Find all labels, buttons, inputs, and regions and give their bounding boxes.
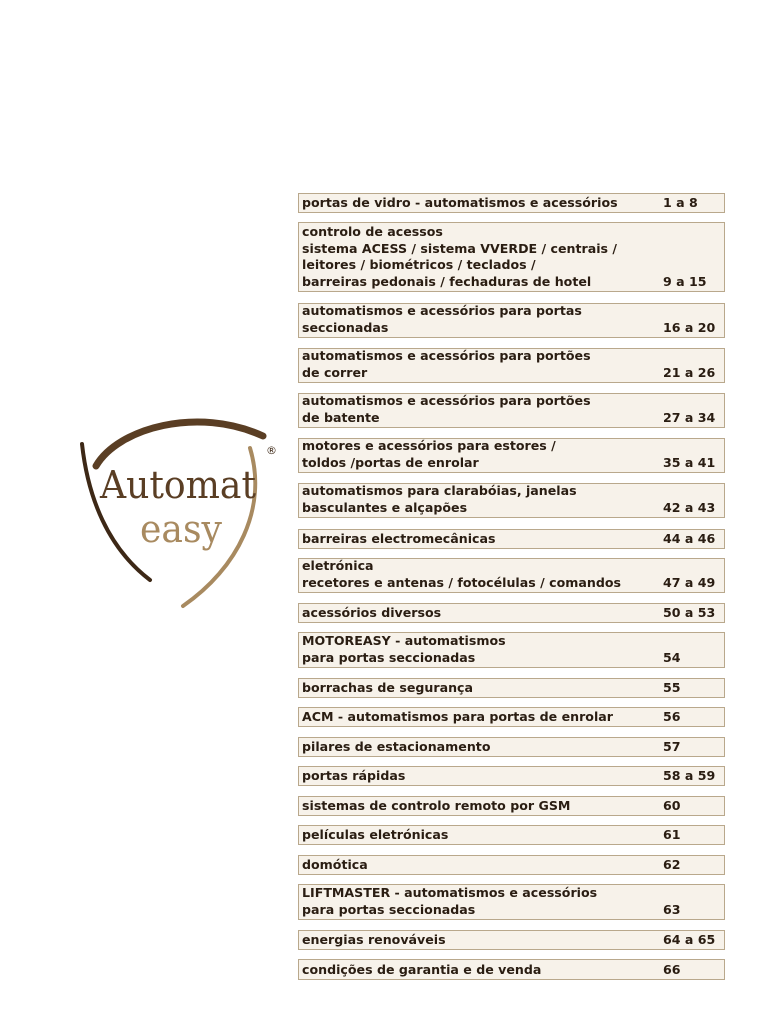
logo-graphic: [78, 408, 283, 613]
entry-title: portas de vidro - automatismos e acessórios: [302, 195, 618, 211]
entry-pages: 63: [663, 902, 681, 918]
entry-pages: 44 a 46: [663, 531, 716, 547]
entry-pages: 50 a 53: [663, 605, 716, 621]
toc-entry-portas-seccionadas[interactable]: [298, 303, 725, 338]
logo-swoosh-top: [96, 422, 263, 466]
toc-entry-domotica[interactable]: [298, 855, 725, 875]
entry-pages: 62: [663, 857, 681, 873]
entry-pages: 55: [663, 680, 681, 696]
automat-easy-logo: [78, 408, 283, 613]
toc-entry-peliculas-eletronicas[interactable]: [298, 825, 725, 845]
toc-entry-estores-toldos[interactable]: [298, 438, 725, 473]
entry-pages: 27 a 34: [663, 410, 716, 426]
entry-pages: 9 a 15: [663, 274, 707, 290]
entry-title: sistemas de controlo remoto por GSM: [302, 798, 571, 814]
entry-pages: 47 a 49: [663, 575, 716, 591]
entry-title: borrachas de segurança: [302, 680, 473, 696]
entry-pages: 16 a 20: [663, 320, 716, 336]
toc-entry-acm[interactable]: [298, 707, 725, 727]
toc-entry-claraboias-janelas[interactable]: [298, 483, 725, 518]
entry-title: domótica: [302, 857, 368, 873]
entry-pages: 42 a 43: [663, 500, 716, 516]
entry-pages: 54: [663, 650, 681, 666]
entry-pages: 58 a 59: [663, 768, 716, 784]
toc-entry-pilares-de-estacionamento[interactable]: [298, 737, 725, 757]
entry-title: portas rápidas: [302, 768, 406, 784]
toc-entry-gsm[interactable]: [298, 796, 725, 816]
entry-pages: 61: [663, 827, 681, 843]
toc-entry-portas-de-vidro[interactable]: [298, 193, 725, 213]
entry-title: LIFTMASTER - automatismos e acessórios para portas seccionadas: [302, 885, 598, 918]
logo-text-easy: easy: [140, 507, 223, 551]
entry-pages: 64 a 65: [663, 932, 716, 948]
toc-entry-portoes-de-correr[interactable]: [298, 348, 725, 383]
entry-title: automatismos para clarabóias, janelas basculantes e alçapões: [302, 483, 577, 516]
entry-title: barreiras electromecânicas: [302, 531, 496, 547]
entry-pages: 21 a 26: [663, 365, 716, 381]
entry-title: acessórios diversos: [302, 605, 442, 621]
entry-title: películas eletrónicas: [302, 827, 449, 843]
toc-entry-controlo-de-acessos[interactable]: [298, 222, 725, 292]
entry-title: eletrónica recetores e antenas / fotocélulas / comandos: [302, 558, 621, 591]
entry-title: controlo de acessos sistema ACESS / sistema VVERDE / centrais / leitores / biométricos / teclados / barreiras pedonais / fechaduras de hotel: [302, 223, 618, 290]
entry-pages: 60: [663, 798, 681, 814]
table-of-contents: [298, 0, 725, 1024]
toc-entry-eletronica[interactable]: [298, 558, 725, 593]
toc-entry-borrachas-de-seguranca[interactable]: [298, 678, 725, 698]
toc-entry-acessorios-diversos[interactable]: [298, 603, 725, 623]
entry-title: automatismos e acessórios para portões de correr: [302, 348, 591, 381]
entry-pages: 56: [663, 709, 681, 725]
toc-entry-portas-rapidas[interactable]: [298, 766, 725, 786]
logo-text-automat: Automat: [99, 463, 256, 507]
entry-title: energias renováveis: [302, 932, 446, 948]
toc-entry-portoes-de-batente[interactable]: [298, 393, 725, 428]
entry-pages: 57: [663, 739, 681, 755]
entry-title: automatismos e acessórios para portões de batente: [302, 393, 591, 426]
toc-entry-condicoes-de-garantia[interactable]: [298, 959, 725, 980]
toc-entry-barreiras-electromecanicas[interactable]: [298, 529, 725, 549]
toc-entry-energias-renovaveis[interactable]: [298, 930, 725, 950]
toc-entry-motoreasy[interactable]: [298, 632, 725, 668]
entry-title: motores e acessórios para estores / toldos /portas de enrolar: [302, 438, 556, 471]
entry-title: MOTOREASY - automatismos para portas seccionadas: [302, 633, 506, 666]
entry-pages: 66: [663, 962, 681, 978]
entry-title: automatismos e acessórios para portas seccionadas: [302, 303, 582, 336]
entry-title: ACM - automatismos para portas de enrolar: [302, 709, 613, 725]
registered-mark: ®: [266, 444, 277, 457]
entry-title: condições de garantia e de venda: [302, 962, 542, 978]
entry-pages: 35 a 41: [663, 455, 716, 471]
entry-pages: 1 a 8: [663, 195, 698, 211]
toc-entry-liftmaster[interactable]: [298, 884, 725, 920]
entry-title: pilares de estacionamento: [302, 739, 491, 755]
